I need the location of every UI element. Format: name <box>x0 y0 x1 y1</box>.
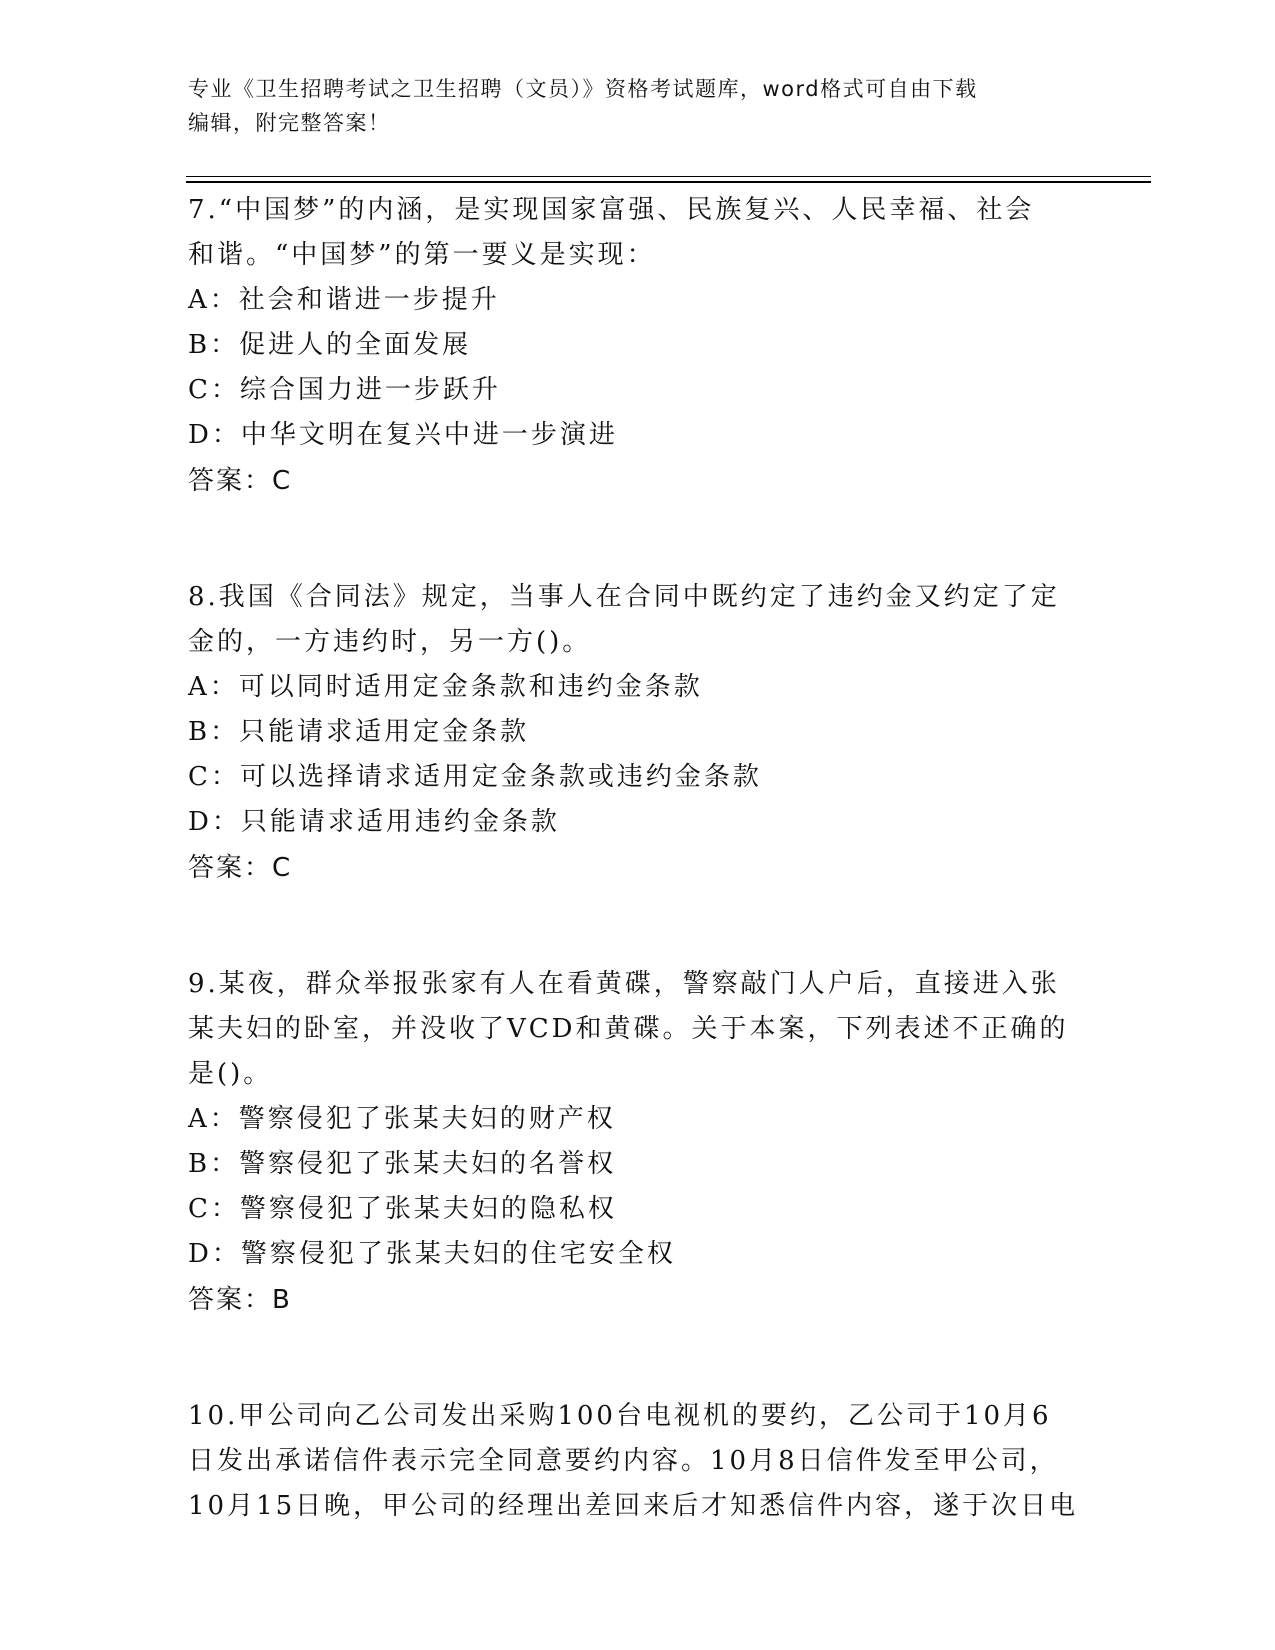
option-b: B：只能请求适用定金条款 <box>188 717 530 747</box>
document-header <box>188 72 1088 140</box>
question-10 <box>188 1394 1088 1529</box>
question-stem-line: 和谐。“中国梦”的第一要义是实现： <box>188 240 656 270</box>
question-stem-line: 某夫妇的卧室，并没收了VCD和黄碟。关于本案，下列表述不正确的 <box>188 1014 1069 1044</box>
header-line-2: 编辑，附完整答案！ <box>188 111 391 135</box>
option-a: A：社会和谐进一步提升 <box>188 285 500 315</box>
option-d: D：中华文明在复兴中进一步演进 <box>188 420 618 450</box>
question-8 <box>188 575 1088 892</box>
option-a: A：可以同时适用定金条款和违约金条款 <box>188 672 703 702</box>
header-divider-thick <box>186 181 1151 183</box>
header-divider-thin <box>186 176 1151 177</box>
answer: 答案：C <box>188 466 293 496</box>
option-b: B：警察侵犯了张某夫妇的名誉权 <box>188 1149 617 1179</box>
option-c: C：警察侵犯了张某夫妇的隐私权 <box>188 1194 617 1224</box>
question-9 <box>188 962 1088 1324</box>
option-c: C：综合国力进一步跃升 <box>188 375 501 405</box>
question-stem-line: 9.某夜，群众举报张家有人在看黄碟，警察敲门人户后，直接进入张 <box>188 969 1060 999</box>
option-a: A：警察侵犯了张某夫妇的财产权 <box>188 1104 616 1134</box>
question-stem-line: 日发出承诺信件表示完全同意要约内容。10月8日信件发至甲公司， <box>188 1446 1059 1476</box>
question-stem-line: 8.我国《合同法》规定，当事人在合同中既约定了违约金又约定了定 <box>188 582 1060 612</box>
question-stem-line: 7.“中国梦”的内涵，是实现国家富强、民族复兴、人民幸福、社会 <box>188 195 1035 225</box>
answer: 答案：C <box>188 853 293 883</box>
question-list <box>188 188 1088 1529</box>
answer: 答案：B <box>188 1285 292 1315</box>
question-7 <box>188 188 1088 505</box>
option-d: D：只能请求适用违约金条款 <box>188 807 560 837</box>
option-d: D：警察侵犯了张某夫妇的住宅安全权 <box>188 1239 676 1269</box>
option-b: B：促进人的全面发展 <box>188 330 472 360</box>
question-stem-line: 是()。 <box>188 1059 273 1089</box>
question-stem-line: 10.甲公司向乙公司发出采购100台电视机的要约，乙公司于10月6 <box>188 1401 1052 1431</box>
option-c: C：可以选择请求适用定金条款或违约金条款 <box>188 762 762 792</box>
question-stem-line: 金的，一方违约时，另一方()。 <box>188 627 592 657</box>
header-line-1: 专业《卫生招聘考试之卫生招聘（文员）》资格考试题库，word格式可自由下载 <box>188 77 978 101</box>
question-stem-line: 10月15日晚，甲公司的经理出差回来后才知悉信件内容，遂于次日电 <box>188 1491 1079 1521</box>
